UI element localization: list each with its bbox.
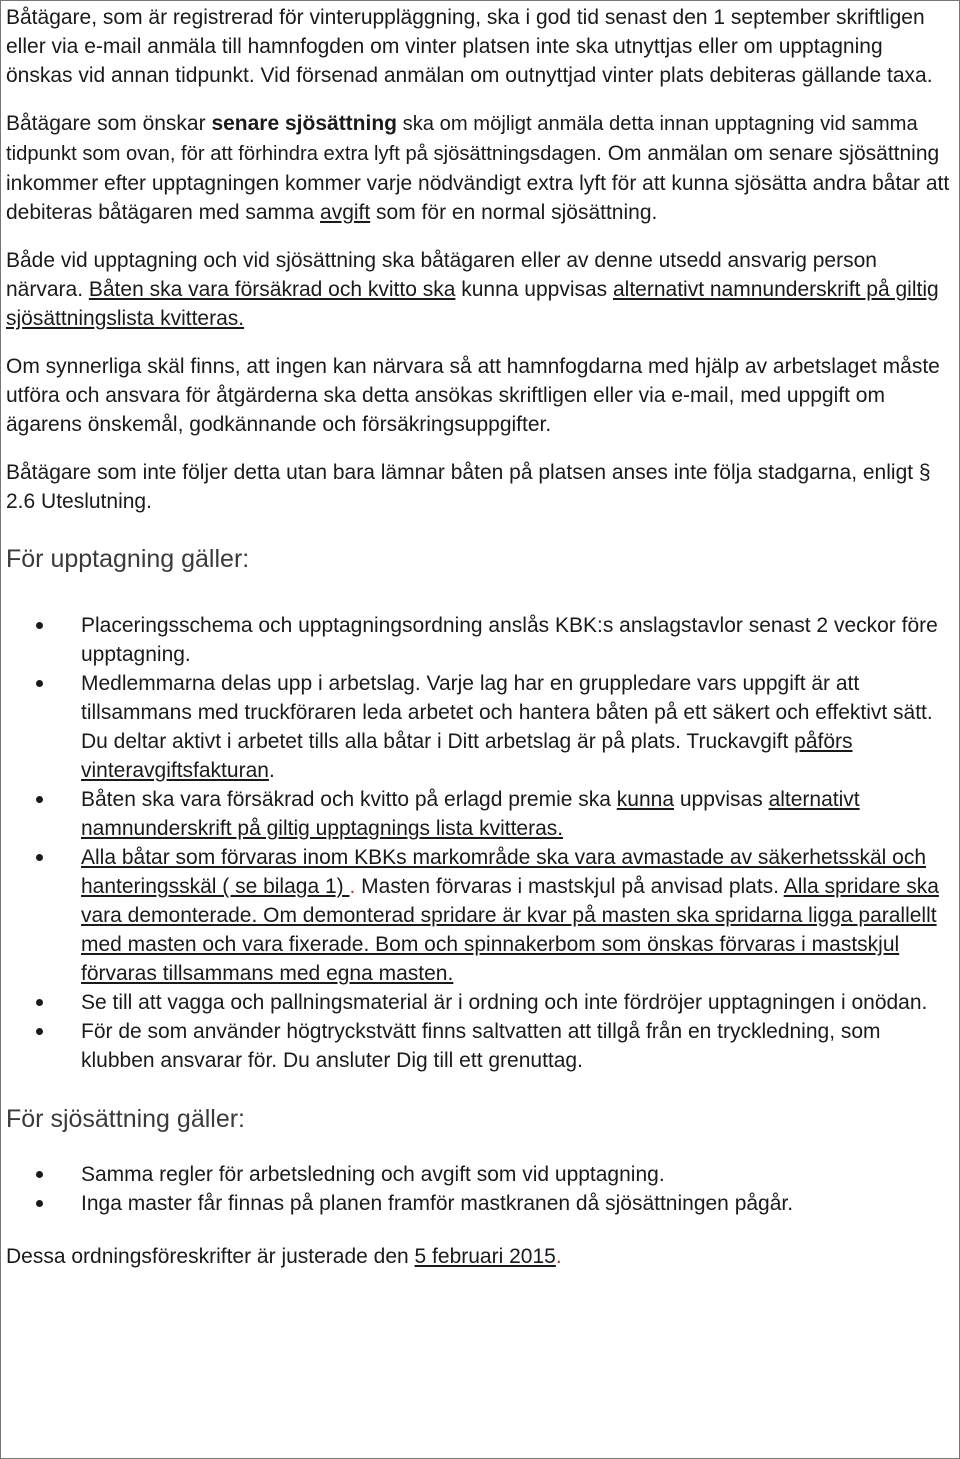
document-body (6, 3, 954, 1271)
bullet-icon (36, 680, 43, 687)
list-sjosattning (6, 1160, 954, 1218)
list-item: För de som använder högtryckstvätt finns saltvatten att tillgå från en tryckledning, som klubben ansvarar för. Du ansluter Dig till ett grenuttag. (6, 1017, 954, 1075)
paragraph-late-launch: Båtägare som önskar senare sjösättning ska om möjligt anmäla detta innan upptagning vid samma tidpunkt som ovan, för att förhindra extra lyft på sjösättningsdagen. Om anmälan om senare sjösättning inkommer efter upptagningen kommer varje nödvändigt extra lyft för att kunna sjösätta andra båtar att debiteras båtägaren med samma avgift som för en normal sjösättning. (6, 112, 950, 224)
list-item: Se till att vagga och pallningsmaterial är i ordning och inte fördröjer upptagningen i onödan. (6, 988, 954, 1017)
list-item: Samma regler för arbetsledning och avgift som vid upptagning. (6, 1160, 954, 1189)
underlined-fee: avgift (320, 201, 371, 224)
list-upptagning (6, 611, 954, 1075)
bullet-icon (36, 622, 43, 629)
list-item: Båten ska vara försäkrad och kvitto på erlagd premie ska kunna uppvisas alternativt namnunderskrift på giltig upptagnings lista kvitteras. (6, 785, 954, 843)
bullet-icon (36, 1028, 43, 1035)
underlined-invoice: påförs vinteravgiftsfakturan (81, 730, 853, 782)
date-adjusted: 5 februari 2015 (414, 1245, 556, 1268)
paragraph-registration: Båtägare, som är registrerad för vinteruppläggning, ska i god tid senast den 1 september skriftligen eller via e-mail anmäla till hamnfogden om vinter platsen inte ska utnyttjas eller om upptagning önskas vid annan tidpunkt. Vid försenad anmälan om outnyttjad vinter plats debiteras gällande taxa. (6, 6, 933, 87)
bullet-icon (36, 1171, 43, 1178)
list-item: Inga master får finnas på planen framför mastkranen då sjösättningen pågår. (6, 1189, 954, 1218)
footer-note: Dessa ordningsföreskrifter är justerade den 5 februari 2015. (6, 1245, 562, 1268)
bullet-icon (36, 854, 43, 861)
heading-upptagning: För upptagning gäller: (6, 545, 250, 573)
underlined-insurance: Båten ska vara försäkrad och kvitto ska (88, 278, 456, 301)
paragraph-exclusion: Båtägare som inte följer detta utan bara lämnar båten på platsen anses inte följa stadgarna, enligt § 2.6 Uteslutning. (6, 461, 931, 513)
list-item: Alla båtar som förvaras inom KBKs markområde ska vara avmastade av säkerhetsskäl och hanteringsskäl ( se bilaga 1) . Masten förvaras i mastskjul på anvisad plats. Alla spridare ska vara demonterade. Om demonterad spridare är kvar på masten ska spridarna ligga parallellt med masten och vara fixerade. Bom och spinnakerbom som önskas förvaras i mastskjul förvaras tillsammans med egna masten. (6, 843, 954, 988)
underlined-signature: alternativt namnunderskrift på giltig sjösättningslista kvitteras. (6, 278, 939, 330)
bullet-icon (36, 1200, 43, 1207)
heading-sjosattning: För sjösättning gäller: (6, 1105, 246, 1133)
list-item: Placeringsschema och upptagningsordning anslås KBK:s anslagstavlor senast 2 veckor före upptagning. (6, 611, 954, 669)
paragraph-presence: Både vid upptagning och vid sjösättning ska båtägaren eller av denne utsedd ansvarig person närvara. Båten ska vara försäkrad och kvitto ska kunna uppvisas alternativt namnunderskrift på giltig sjösättningslista kvitteras. (6, 249, 939, 330)
emphasis-late-launch: senare sjösättning (211, 112, 397, 135)
paragraph-special-reasons: Om synnerliga skäl finns, att ingen kan närvara så att hamnfogdarna med hjälp av arbetslaget måste utföra och ansvara för åtgärderna ska detta ansökas skriftligen eller via e-mail, med uppgift om ägarens önskemål, godkännande och försäkringsuppgifter. (6, 355, 940, 436)
list-item: Medlemmarna delas upp i arbetslag. Varje lag har en gruppledare vars uppgift är att tillsammans med truckföraren leda arbetet och hantera båten på ett säkert och effektivt sätt. Du deltar aktivt i arbetet tills alla båtar i Ditt arbetslag är på plats. Truckavgift påförs vinteravgiftsfakturan. (6, 669, 954, 785)
bullet-icon (36, 999, 43, 1006)
bullet-icon (36, 796, 43, 803)
